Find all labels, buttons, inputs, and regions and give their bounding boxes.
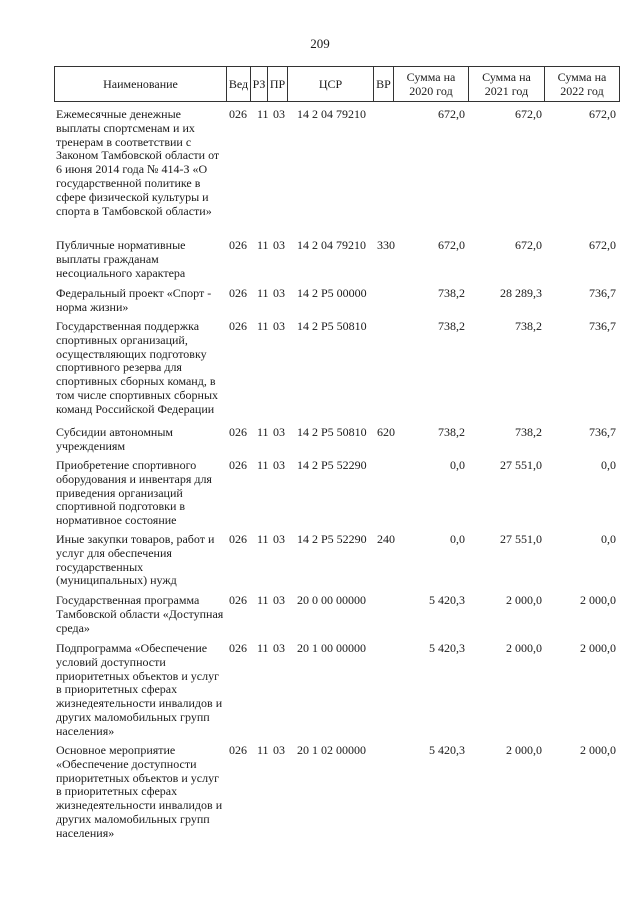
row-name: Иные закупки товаров, работ и услуг для обеспечения государственных (муниципальных) нужд (56, 532, 215, 588)
row-pr: 03 (273, 107, 285, 121)
row-rz: 11 (257, 107, 269, 121)
row-name: Публичные нормативные выплаты гражданам несоциального характера (56, 238, 186, 280)
header-sum-2020: Сумма на 2020 год (393, 66, 468, 102)
row-name: Государственная программа Тамбовской области «Доступная среда» (56, 593, 224, 635)
row-rz: 11 (257, 425, 269, 439)
row-sum-2021: 27 551,0 (500, 458, 542, 472)
header-sum-2022: Сумма на 2022 год (544, 66, 620, 102)
row-sum-2021: 672,0 (515, 107, 542, 121)
row-sum-2020: 5 420,3 (429, 593, 465, 607)
row-pr: 03 (273, 641, 285, 655)
row-sum-2020: 738,2 (438, 425, 465, 439)
row-csr: 14 2 P5 52290 (297, 532, 367, 546)
row-ved: 026 (229, 743, 247, 757)
row-ved: 026 (229, 641, 247, 655)
row-vr: 620 (377, 425, 395, 439)
row-rz: 11 (257, 286, 269, 300)
row-csr: 20 0 00 00000 (297, 593, 366, 607)
row-csr: 14 2 04 79210 (297, 107, 366, 121)
row-ved: 026 (229, 458, 247, 472)
row-ved: 026 (229, 425, 247, 439)
row-pr: 03 (273, 425, 285, 439)
row-sum-2021: 2 000,0 (506, 593, 542, 607)
page-number: 209 (310, 36, 330, 51)
table-header (54, 66, 620, 102)
row-vr: 240 (377, 532, 395, 546)
row-sum-2022: 0,0 (601, 458, 616, 472)
row-name: Основное мероприятие «Обеспечение доступности приоритетных объектов и услуг в приоритетных сферах жизнедеятельности инвалидов и других маломобильных групп населения» (56, 743, 223, 840)
row-ved: 026 (229, 238, 247, 252)
row-sum-2020: 738,2 (438, 286, 465, 300)
row-sum-2022: 672,0 (589, 238, 616, 252)
row-rz: 11 (257, 593, 269, 607)
row-sum-2020: 672,0 (438, 238, 465, 252)
row-name: Федеральный проект «Спорт - норма жизни» (56, 286, 212, 314)
row-csr: 14 2 P5 00000 (297, 286, 367, 300)
row-sum-2022: 2 000,0 (580, 743, 616, 757)
row-name: Подпрограмма «Обеспечение условий доступности приоритетных объектов и услуг в приоритетных сферах жизнедеятельности инвалидов и других маломобильных групп населения» (56, 641, 223, 738)
header-name: Наименование (54, 66, 226, 102)
row-sum-2021: 28 289,3 (500, 286, 542, 300)
row-sum-2020: 0,0 (450, 458, 465, 472)
row-pr: 03 (273, 743, 285, 757)
row-csr: 14 2 P5 50810 (297, 425, 367, 439)
row-sum-2020: 738,2 (438, 319, 465, 333)
row-sum-2022: 0,0 (601, 532, 616, 546)
row-csr: 20 1 00 00000 (297, 641, 366, 655)
row-pr: 03 (273, 286, 285, 300)
row-pr: 03 (273, 319, 285, 333)
row-sum-2021: 2 000,0 (506, 641, 542, 655)
row-sum-2022: 736,7 (589, 425, 616, 439)
row-ved: 026 (229, 319, 247, 333)
row-rz: 11 (257, 238, 269, 252)
row-rz: 11 (257, 641, 269, 655)
row-sum-2022: 2 000,0 (580, 593, 616, 607)
row-pr: 03 (273, 458, 285, 472)
header-ved: Вед (226, 66, 250, 102)
row-sum-2022: 2 000,0 (580, 641, 616, 655)
row-sum-2020: 5 420,3 (429, 743, 465, 757)
row-rz: 11 (257, 743, 269, 757)
row-name: Приобретение спортивного оборудования и инвентаря для приведения организаций спортивной подготовки в нормативное состояние (56, 458, 212, 528)
header-pr: ПР (267, 66, 287, 102)
row-pr: 03 (273, 238, 285, 252)
row-rz: 11 (257, 532, 269, 546)
row-csr: 20 1 02 00000 (297, 743, 366, 757)
row-csr: 14 2 P5 50810 (297, 319, 367, 333)
row-csr: 14 2 04 79210 (297, 238, 366, 252)
row-sum-2021: 738,2 (515, 425, 542, 439)
header-csr: ЦСР (287, 66, 373, 102)
row-ved: 026 (229, 593, 247, 607)
row-name: Государственная поддержка спортивных организаций, осуществляющих подготовку спортивного резерва для спортивных сборных команд, в том числе спортивных сборных команд Российской Федерации (56, 319, 219, 416)
row-sum-2022: 672,0 (589, 107, 616, 121)
row-rz: 11 (257, 319, 269, 333)
header-rz: РЗ (250, 66, 267, 102)
row-vr: 330 (377, 238, 395, 252)
row-rz: 11 (257, 458, 269, 472)
row-ved: 026 (229, 286, 247, 300)
row-csr: 14 2 P5 52290 (297, 458, 367, 472)
row-sum-2021: 2 000,0 (506, 743, 542, 757)
row-ved: 026 (229, 107, 247, 121)
row-sum-2021: 738,2 (515, 319, 542, 333)
row-sum-2020: 0,0 (450, 532, 465, 546)
row-sum-2020: 5 420,3 (429, 641, 465, 655)
row-sum-2022: 736,7 (589, 286, 616, 300)
row-pr: 03 (273, 532, 285, 546)
header-vr: ВР (373, 66, 393, 102)
row-ved: 026 (229, 532, 247, 546)
row-pr: 03 (273, 593, 285, 607)
row-sum-2021: 672,0 (515, 238, 542, 252)
row-name: Субсидии автономным учреждениям (56, 425, 173, 453)
row-sum-2020: 672,0 (438, 107, 465, 121)
row-sum-2021: 27 551,0 (500, 532, 542, 546)
header-sum-2021: Сумма на 2021 год (468, 66, 544, 102)
row-name: Ежемесячные денежные выплаты спортсменам и их тренерам в соответствии с Законом Тамбовской области от 6 июня 2014 года № 414-З «О государственной политике в сфере физической культуры и спорта в Тамбовской области» (56, 107, 220, 218)
row-sum-2022: 736,7 (589, 319, 616, 333)
